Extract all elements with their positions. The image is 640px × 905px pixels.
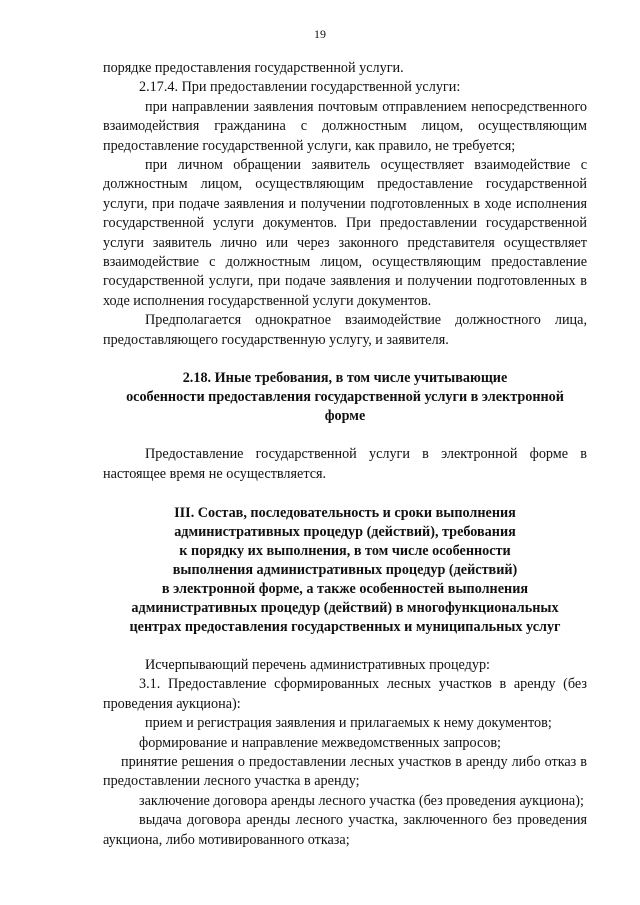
- heading-line: в электронной форме, а также особенностей выполнения: [161, 580, 529, 597]
- list-item: выдача договора аренды лесного участка, заключенного без проведения аукциона, либо мотивированного отказа;: [103, 812, 587, 848]
- paragraph: при направлении заявления почтовым отправлением непосредственного взаимодействия гражданина с должностным лицом, осуществляющим предоставление государственной услуги, как правило, не требуется;: [103, 98, 587, 154]
- paragraph: 2.17.4. При предоставлении государственной услуги:: [139, 79, 461, 96]
- page-number: 19: [314, 27, 326, 41]
- heading-line: форме: [324, 408, 366, 425]
- list-item: заключение договора аренды лесного участка (без проведения аукциона);: [139, 792, 584, 809]
- paragraph: Исчерпывающий перечень административных процедур:: [145, 656, 490, 673]
- document-body: [103, 59, 587, 850]
- paragraph: Предполагается однократное взаимодействие должностного лица, предоставляющего государственную услугу, и заявителя.: [103, 312, 587, 348]
- paragraph: 3.1. Предоставление сформированных лесных участков в аренду (без проведения аукциона):: [103, 676, 587, 712]
- heading-line: административных процедур (действий) в многофункциональных: [131, 599, 559, 616]
- list-item: формирование и направление межведомственных запросов;: [139, 734, 501, 751]
- heading-line: центрах предоставления государственных и муниципальных услуг: [129, 618, 561, 635]
- heading-line: особенности предоставления государственной услуги в электронной: [126, 389, 564, 406]
- heading-line: 2.18. Иные требования, в том числе учитывающие: [182, 370, 508, 387]
- heading-line: III. Состав, последовательность и сроки выполнения: [174, 504, 516, 521]
- paragraph: порядке предоставления государственной услуги.: [103, 60, 404, 76]
- section-heading-2-18: [103, 369, 587, 426]
- list-item: прием и регистрация заявления и прилагаемых к нему документов;: [145, 715, 552, 732]
- paragraph: при личном обращении заявитель осуществляет взаимодействие с должностным лицом, осуществляющим предоставление государственной услуги, при подаче заявления и получении подготовленных в ходе исполнения государственной услуги документов. При предоставлении государственной услуги заявитель лично или через законного представителя осуществляет взаимодействие с должностным лицом, осуществляющим предоставление государственной услуги, при подаче заявления и получении подготовленных в ходе исполнения государственной услуги документов.: [103, 157, 587, 309]
- paragraph: Предоставление государственной услуги в электронной форме в настоящее время не осуществляется.: [103, 446, 587, 482]
- heading-line: выполнения административных процедур (действий): [172, 561, 518, 578]
- list-item: принятие решения о предоставлении лесных участков в аренду либо отказ в предоставлении лесного участка в аренду;: [103, 753, 587, 790]
- section-heading-iii: [103, 504, 587, 637]
- heading-line: к порядку их выполнения, в том числе особенности: [179, 542, 511, 559]
- heading-line: административных процедур (действий), требования: [174, 523, 516, 540]
